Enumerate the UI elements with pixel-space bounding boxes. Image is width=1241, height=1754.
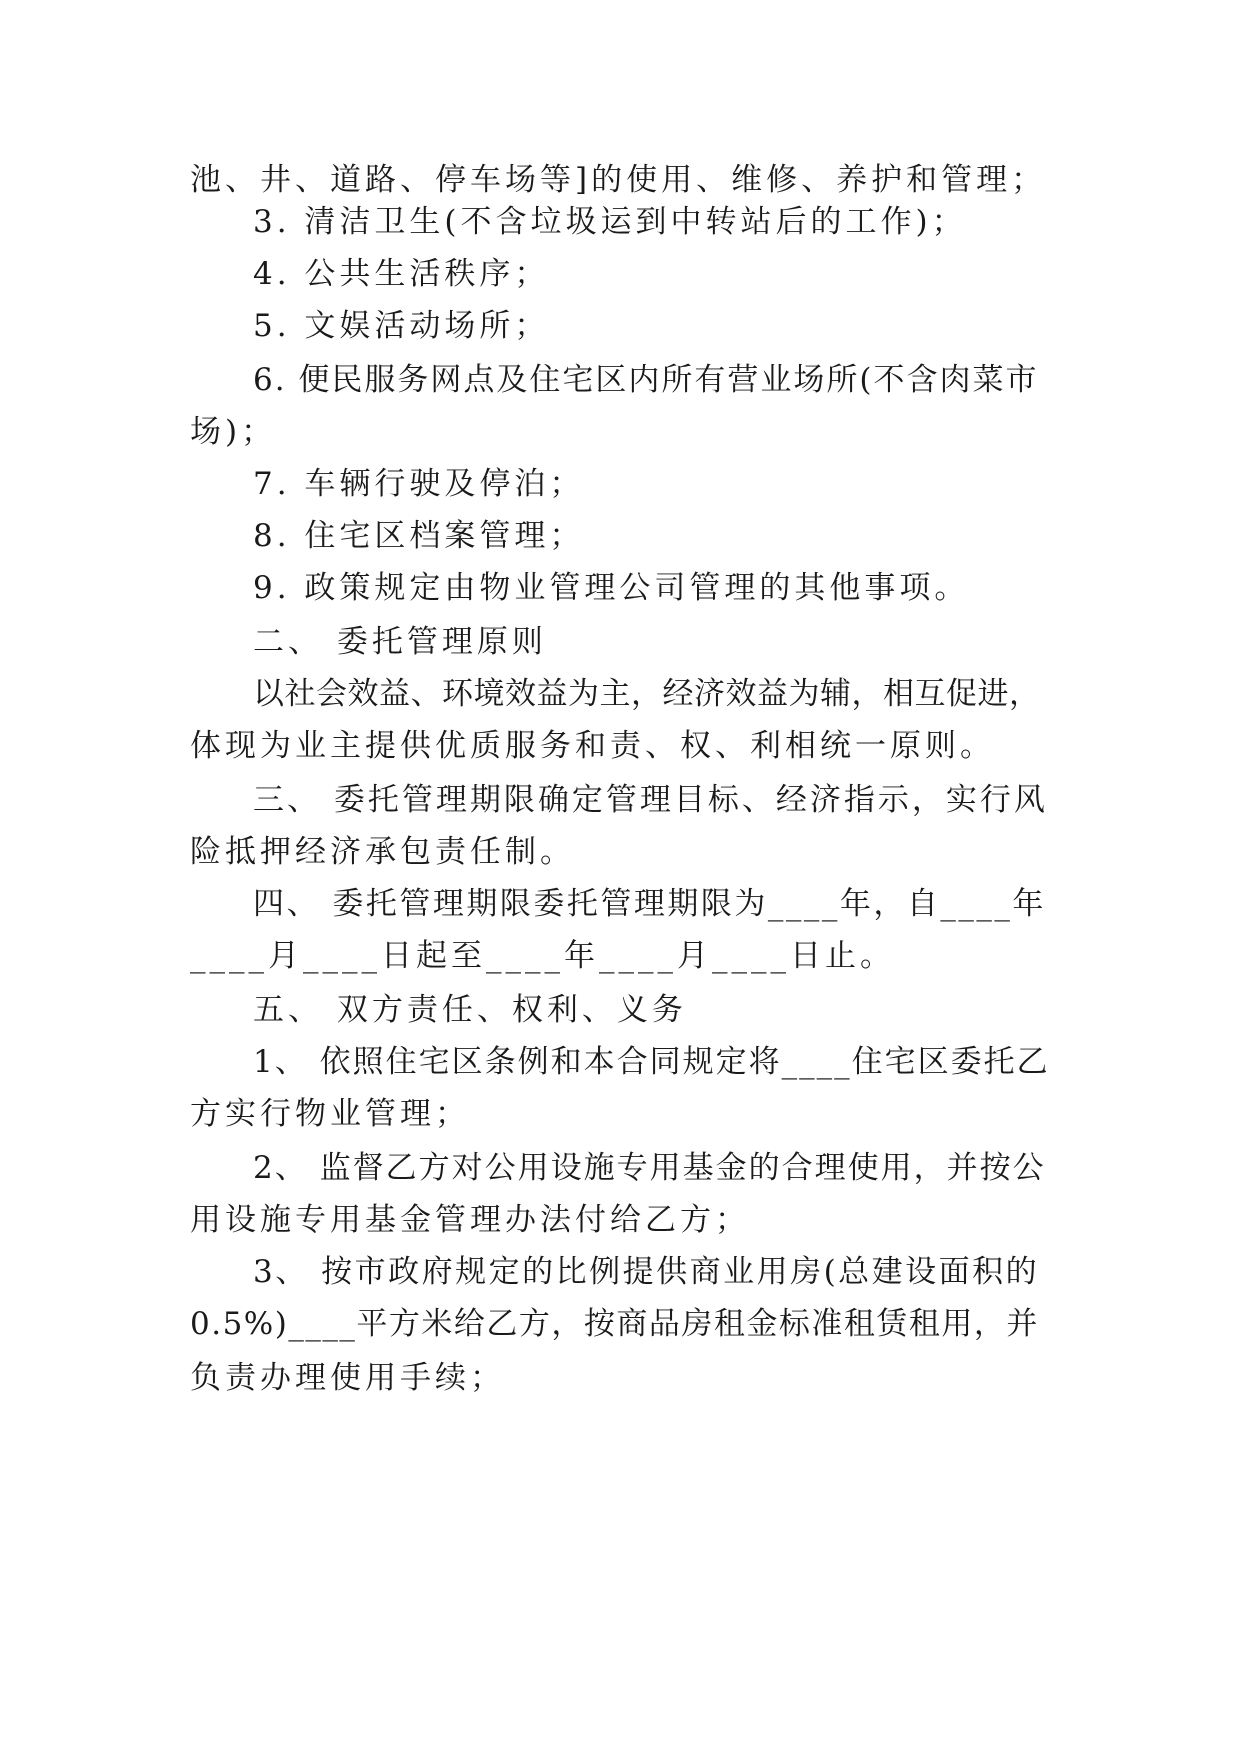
text-line: 1、 依照住宅区条例和本合同规定将____住宅区委托乙 (253, 1044, 1050, 1080)
text-line: 池、井、道路、停车场等]的使用、维修、养护和管理； (190, 162, 1047, 198)
text-line: 7. 车辆行驶及停泊； (253, 466, 585, 502)
text-line: 体现为业主提供优质服务和责、权、利相统一原则。 (190, 728, 995, 764)
text-line: 4. 公共生活秩序； (253, 256, 550, 292)
text-line: 3、 按市政府规定的比例提供商业用房(总建设面积的 (253, 1254, 1040, 1290)
section-heading: 二、 委托管理原则 (253, 624, 547, 660)
text-line: 用设施专用基金管理办法付给乙方； (190, 1202, 750, 1238)
text-line: 5. 文娱活动场所； (253, 308, 550, 344)
text-line: 负责办理使用手续； (190, 1360, 505, 1396)
text-line: 8. 住宅区档案管理； (253, 518, 585, 554)
text-line: 以社会效益、环境效益为主，经济效益为辅，相互促进， (253, 676, 1041, 712)
section-heading: 四、 委托管理期限委托管理期限为____年，自____年 (253, 886, 1046, 922)
text-line: 险抵押经济承包责任制。 (190, 834, 575, 870)
text-line: 2、 监督乙方对公用设施专用基金的合理使用，并按公 (253, 1150, 1046, 1186)
text-line: 场)； (190, 414, 277, 450)
section-heading: 五、 双方责任、权利、义务 (253, 992, 687, 1028)
text-line: 9. 政策规定由物业管理公司管理的其他事项。 (253, 570, 970, 606)
text-line: 0.5%)____平方米给乙方，按商品房租金标准租赁租用，并 (190, 1306, 1039, 1342)
text-line: 方实行物业管理； (190, 1096, 470, 1132)
text-line: ____月____日起至____年____月____日止。 (190, 938, 895, 974)
section-heading: 三、 委托管理期限确定管理目标、经济指示，实行风 (253, 782, 1048, 818)
text-line: 3. 清洁卫生(不含垃圾运到中转站后的工作)； (253, 204, 967, 240)
text-line: 6. 便民服务网点及住宅区内所有营业场所(不含肉菜市 (253, 362, 1039, 398)
